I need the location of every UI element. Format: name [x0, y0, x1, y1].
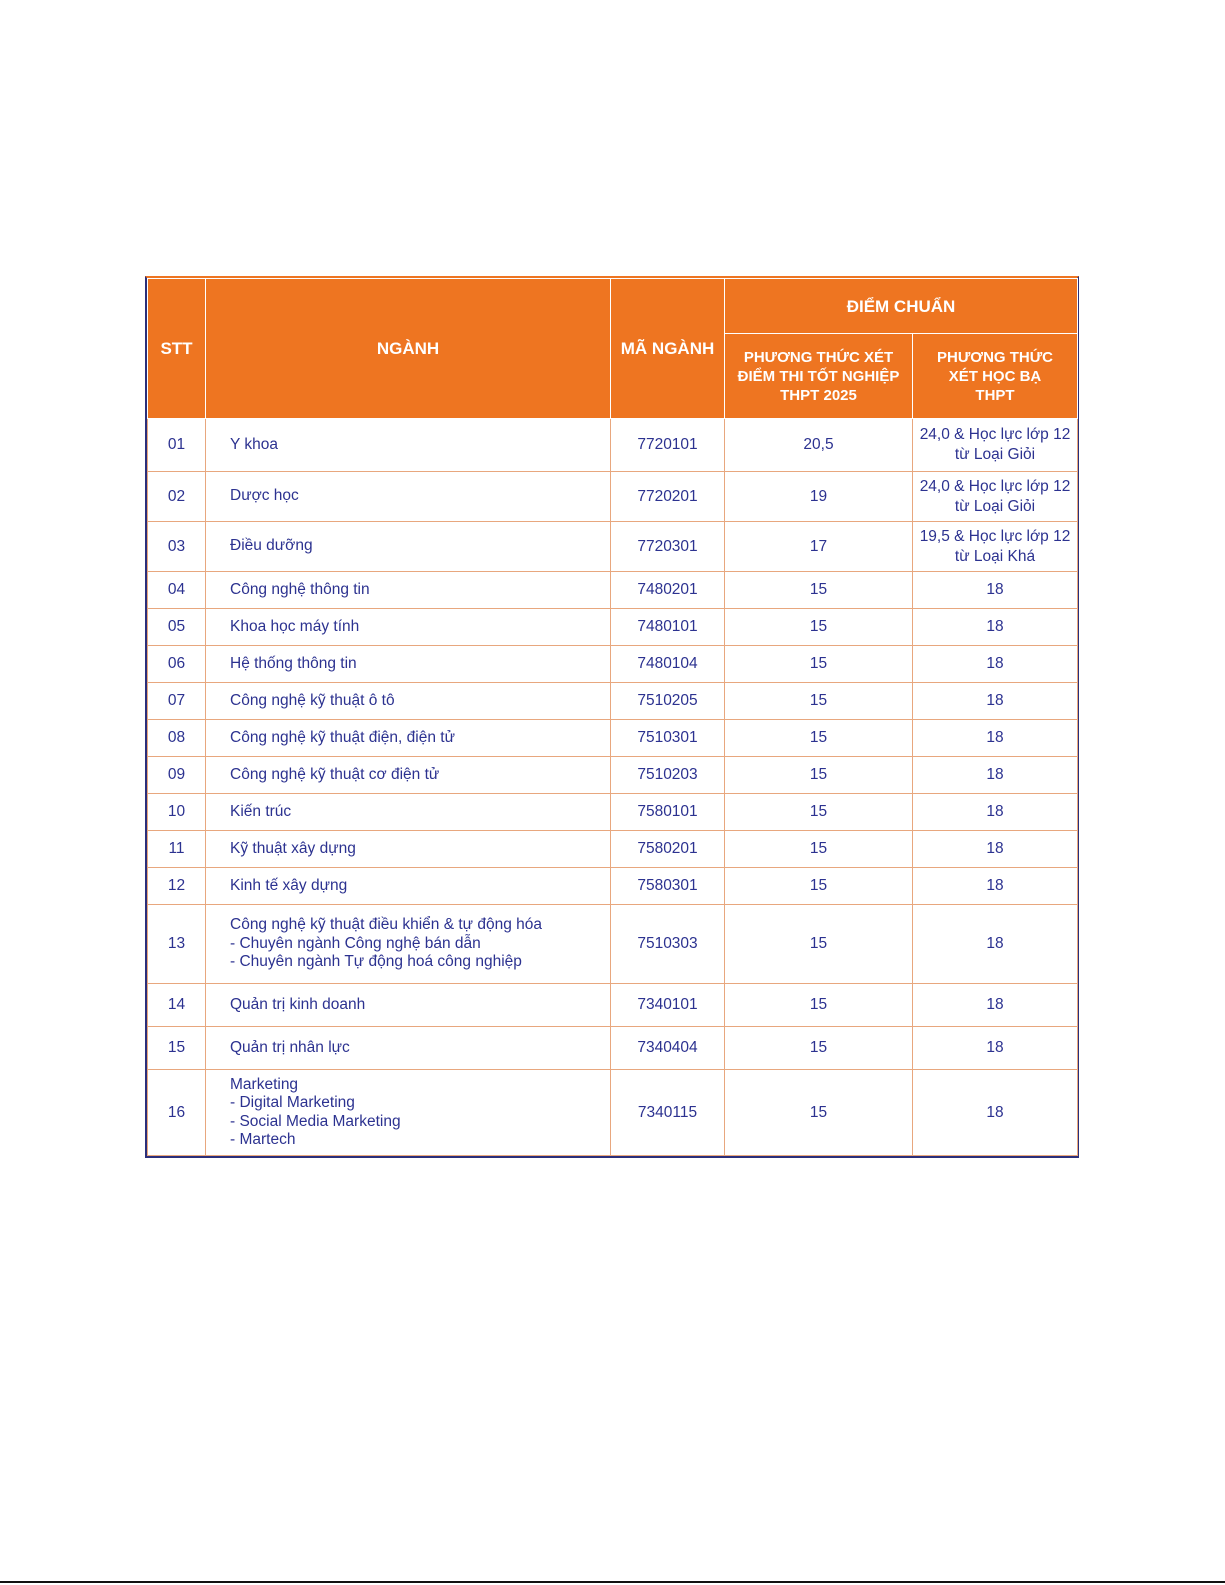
cell-ma-nganh: 7340115 [611, 1070, 725, 1156]
hocba-line: 24,0 & Học lực lớp 12 [919, 477, 1071, 495]
nganh-sub-line: - Social Media Marketing [230, 1112, 401, 1130]
hocba-line: 19,5 & Học lực lớp 12 [919, 527, 1071, 545]
cell-diem-hocba: 18 [913, 868, 1078, 905]
header-hocba-line: THPT [975, 386, 1015, 404]
cell-ma-nganh: 7510301 [611, 720, 725, 757]
cell-ma-nganh: 7480101 [611, 609, 725, 646]
cell-nganh [206, 1027, 611, 1070]
nganh-sub-line: - Chuyên ngành Công nghệ bán dẫn [230, 934, 481, 952]
cell-stt: 08 [148, 720, 206, 757]
cell-diem-thpt: 20,5 [725, 419, 913, 472]
nganh-line: Kỹ thuật xây dựng [230, 839, 356, 857]
nganh-line: Công nghệ kỹ thuật điều khiển & tự động hóa [230, 916, 542, 934]
cell-ma-nganh: 7510203 [611, 757, 725, 794]
table-row [148, 472, 1078, 522]
nganh-line: Hệ thống thông tin [230, 654, 357, 672]
nganh-line: Kiến trúc [230, 802, 292, 820]
cell-nganh [206, 868, 611, 905]
cell-diem-thpt: 15 [725, 905, 913, 984]
cell-diem-hocba: 18 [913, 757, 1078, 794]
cell-nganh [206, 522, 611, 572]
cell-nganh [206, 646, 611, 683]
admission-score-table [147, 278, 1078, 1156]
nganh-line: Quản trị kinh doanh [230, 995, 366, 1013]
cell-stt: 10 [148, 794, 206, 831]
cell-diem-thpt: 15 [725, 1027, 913, 1070]
cell-nganh [206, 572, 611, 609]
cell-ma-nganh: 7480201 [611, 572, 725, 609]
cell-diem-thpt: 15 [725, 757, 913, 794]
cell-diem-hocba: 18 [913, 1070, 1078, 1156]
header-thpt-line: THPT 2025 [780, 386, 857, 404]
table-row [148, 757, 1078, 794]
header-hocba-line: PHƯƠNG THỨC [937, 348, 1054, 366]
cell-diem-thpt: 15 [725, 1070, 913, 1156]
nganh-line: Công nghệ kỹ thuật cơ điện tử [230, 765, 440, 783]
table-row [148, 683, 1078, 720]
nganh-line: Quản trị nhân lực [230, 1038, 350, 1056]
table-row [148, 522, 1078, 572]
cell-stt: 01 [148, 419, 206, 472]
cell-diem-hocba: 18 [913, 720, 1078, 757]
header-nganh: NGÀNH [206, 279, 611, 419]
hocba-line: từ Loại Khá [954, 547, 1036, 565]
cell-diem-thpt: 15 [725, 868, 913, 905]
table-row [148, 720, 1078, 757]
table-row [148, 1027, 1078, 1070]
cell-diem-hocba [913, 472, 1078, 522]
cell-diem-thpt: 15 [725, 794, 913, 831]
cell-ma-nganh: 7340404 [611, 1027, 725, 1070]
cell-ma-nganh: 7580301 [611, 868, 725, 905]
hocba-line: 24,0 & Học lực lớp 12 [919, 426, 1071, 443]
table-row [148, 1070, 1078, 1156]
cell-ma-nganh: 7340101 [611, 984, 725, 1027]
cell-diem-hocba: 18 [913, 831, 1078, 868]
table-row [148, 984, 1078, 1027]
cell-ma-nganh: 7510205 [611, 683, 725, 720]
hocba-line: từ Loại Giỏi [954, 446, 1036, 463]
table-row [148, 572, 1078, 609]
cell-stt: 14 [148, 984, 206, 1027]
cell-stt: 11 [148, 831, 206, 868]
admission-score-table-frame [145, 276, 1079, 1158]
cell-diem-thpt: 15 [725, 984, 913, 1027]
cell-diem-thpt: 19 [725, 472, 913, 522]
cell-diem-thpt: 15 [725, 646, 913, 683]
table-row [148, 419, 1078, 472]
cell-diem-hocba [913, 419, 1078, 472]
cell-ma-nganh: 7720201 [611, 472, 725, 522]
cell-nganh [206, 472, 611, 522]
nganh-line: Công nghệ kỹ thuật ô tô [230, 691, 395, 709]
cell-stt: 13 [148, 905, 206, 984]
cell-stt: 03 [148, 522, 206, 572]
cell-diem-thpt: 15 [725, 609, 913, 646]
cell-diem-hocba: 18 [913, 984, 1078, 1027]
table-row [148, 831, 1078, 868]
page-bottom-rule [0, 1581, 1225, 1583]
header-stt: STT [148, 279, 206, 419]
cell-nganh [206, 419, 611, 472]
header-thpt-line: PHƯƠNG THỨC XÉT [743, 348, 894, 366]
nganh-line: Y khoa [230, 435, 278, 453]
cell-ma-nganh: 7510303 [611, 905, 725, 984]
cell-diem-thpt: 15 [725, 683, 913, 720]
cell-diem-thpt: 15 [725, 720, 913, 757]
cell-ma-nganh: 7720301 [611, 522, 725, 572]
table-row [148, 646, 1078, 683]
cell-nganh [206, 831, 611, 868]
cell-ma-nganh: 7580201 [611, 831, 725, 868]
table-row [148, 868, 1078, 905]
cell-diem-hocba: 18 [913, 572, 1078, 609]
cell-nganh [206, 1070, 611, 1156]
cell-diem-hocba: 18 [913, 683, 1078, 720]
nganh-line: Công nghệ kỹ thuật điện, điện tử [230, 728, 455, 746]
cell-stt: 06 [148, 646, 206, 683]
cell-stt: 07 [148, 683, 206, 720]
table-row [148, 609, 1078, 646]
cell-diem-hocba [913, 522, 1078, 572]
cell-ma-nganh: 7720101 [611, 419, 725, 472]
nganh-sub-line: - Digital Marketing [230, 1094, 355, 1111]
cell-nganh [206, 794, 611, 831]
nganh-line: Công nghệ thông tin [230, 580, 370, 598]
table-row [148, 794, 1078, 831]
cell-diem-thpt: 17 [725, 522, 913, 572]
cell-stt: 04 [148, 572, 206, 609]
header-diem-chuan: ĐIỂM CHUẨN [725, 279, 1078, 334]
nganh-line: Điều dưỡng [230, 537, 313, 555]
cell-diem-hocba: 18 [913, 646, 1078, 683]
cell-diem-thpt: 15 [725, 831, 913, 868]
cell-nganh [206, 757, 611, 794]
cell-diem-hocba: 18 [913, 609, 1078, 646]
cell-diem-thpt: 15 [725, 572, 913, 609]
cell-stt: 05 [148, 609, 206, 646]
cell-diem-hocba: 18 [913, 905, 1078, 984]
nganh-line: Khoa học máy tính [230, 617, 360, 635]
header-ma-nganh: MÃ NGÀNH [611, 279, 725, 419]
nganh-sub-line: - Martech [230, 1131, 296, 1148]
nganh-line: Dược học [230, 487, 299, 505]
cell-ma-nganh: 7580101 [611, 794, 725, 831]
cell-stt: 15 [148, 1027, 206, 1070]
cell-diem-hocba: 18 [913, 1027, 1078, 1070]
cell-nganh [206, 720, 611, 757]
cell-stt: 12 [148, 868, 206, 905]
nganh-line: Marketing [230, 1075, 299, 1093]
cell-ma-nganh: 7480104 [611, 646, 725, 683]
cell-diem-hocba: 18 [913, 794, 1078, 831]
cell-nganh [206, 984, 611, 1027]
cell-nganh [206, 905, 611, 984]
nganh-line: Kinh tế xây dựng [230, 876, 348, 894]
table-row [148, 905, 1078, 984]
hocba-line: từ Loại Giỏi [954, 497, 1036, 515]
header-hocba-line: XÉT HỌC BẠ [948, 367, 1042, 385]
cell-nganh [206, 609, 611, 646]
cell-stt: 02 [148, 472, 206, 522]
header-thpt-line: ĐIỂM THI TỐT NGHIỆP [737, 367, 900, 385]
cell-stt: 09 [148, 757, 206, 794]
header-hocba-method [913, 334, 1078, 419]
nganh-sub-line: - Chuyên ngành Tự động hoá công nghiệp [230, 953, 522, 971]
cell-nganh [206, 683, 611, 720]
header-thpt-method [725, 334, 913, 419]
cell-stt: 16 [148, 1070, 206, 1156]
